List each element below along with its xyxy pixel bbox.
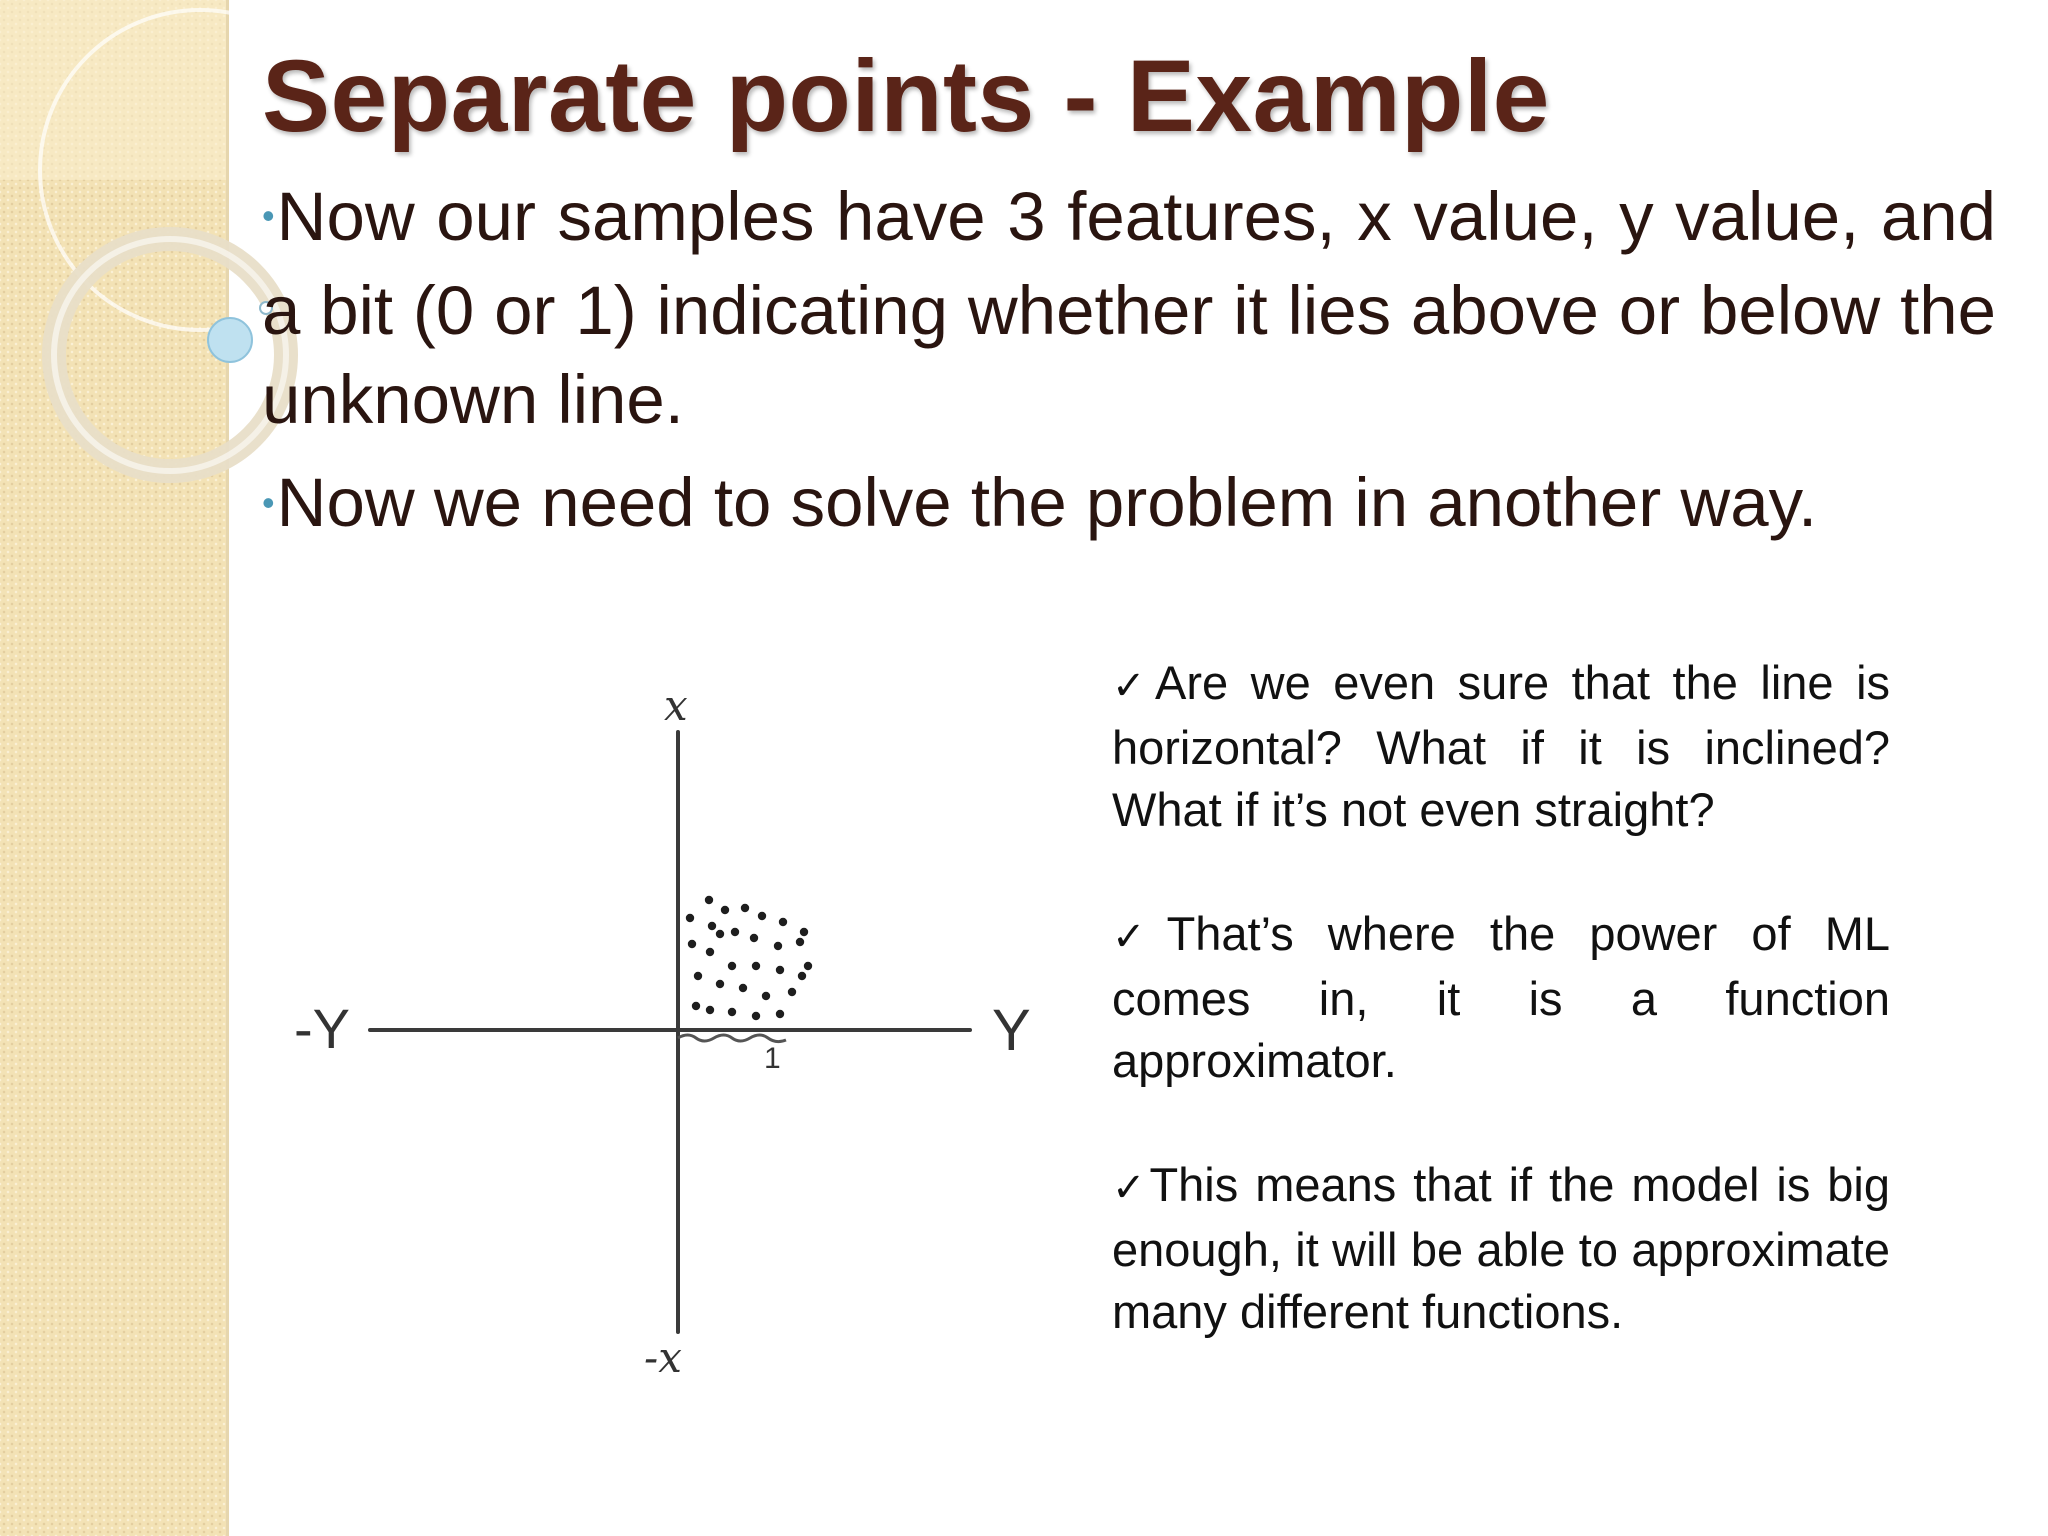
note-item bbox=[1112, 903, 1890, 1092]
sample-point bbox=[705, 896, 713, 904]
sample-point bbox=[752, 1012, 760, 1020]
bullet-text: Now our samples have 3 features, x value, y value, and a bit (0 or 1) indicating whether it lies above or below the unknown line. bbox=[262, 178, 1996, 439]
sample-point bbox=[762, 992, 770, 1000]
sample-point bbox=[750, 934, 758, 942]
bullet-dot-icon: • bbox=[262, 195, 275, 237]
note-text: This means that if the model is big enough, it will be able to approximate many different functions. bbox=[1112, 1158, 1891, 1338]
sample-point bbox=[721, 906, 729, 914]
checkmark-icon: ✓ bbox=[1112, 663, 1155, 709]
bullet-item bbox=[262, 172, 1996, 444]
sample-point bbox=[788, 988, 796, 996]
sample-point bbox=[692, 1002, 700, 1010]
bullet-item bbox=[262, 458, 1996, 552]
bullet-dot-icon: • bbox=[262, 481, 275, 523]
hand-drawn-axes-sketch bbox=[280, 670, 1060, 1390]
sample-point bbox=[800, 928, 808, 936]
note-item bbox=[1112, 652, 1890, 841]
sample-point bbox=[706, 1006, 714, 1014]
notes-panel bbox=[1112, 652, 1890, 1405]
sample-point bbox=[716, 980, 724, 988]
axis-label-right: Y bbox=[992, 998, 1031, 1063]
axis-label-left: -Y bbox=[294, 997, 350, 1060]
sample-point bbox=[776, 1010, 784, 1018]
sample-point bbox=[731, 928, 739, 936]
tick-label-one: 1 bbox=[764, 1042, 781, 1075]
sample-point bbox=[716, 930, 724, 938]
slide-title: Separate points - Example bbox=[262, 39, 1550, 153]
checkmark-icon: ✓ bbox=[1112, 914, 1167, 960]
wavy-boundary-line bbox=[678, 1035, 786, 1042]
sample-point bbox=[694, 972, 702, 980]
sample-point bbox=[688, 940, 696, 948]
medium-ring-highlight bbox=[54, 239, 286, 471]
sample-point bbox=[686, 914, 694, 922]
sample-point bbox=[739, 984, 747, 992]
sample-point bbox=[798, 972, 806, 980]
sample-point bbox=[728, 1008, 736, 1016]
axis-label-bottom: -x bbox=[644, 1333, 682, 1382]
axis-label-top: x bbox=[664, 681, 688, 730]
sample-point bbox=[758, 912, 766, 920]
sample-point bbox=[708, 922, 716, 930]
sample-point bbox=[706, 948, 714, 956]
note-item bbox=[1112, 1154, 1890, 1343]
checkmark-icon: ✓ bbox=[1112, 1165, 1150, 1211]
note-text: Are we even sure that the line is horizontal? What if it is inclined? What if it’s not even straight? bbox=[1112, 656, 1891, 836]
sample-points bbox=[686, 896, 812, 1020]
note-text: That’s where the power of ML comes in, it is a function approximator. bbox=[1112, 907, 1891, 1087]
sample-point bbox=[728, 962, 736, 970]
bullet-text: Now we need to solve the problem in another way. bbox=[276, 464, 1818, 542]
sample-point bbox=[774, 942, 782, 950]
sample-point bbox=[741, 904, 749, 912]
blue-bead-icon bbox=[208, 318, 252, 362]
sample-point bbox=[804, 962, 812, 970]
sample-point bbox=[776, 966, 784, 974]
bullet-list bbox=[262, 172, 1996, 567]
sample-point bbox=[796, 938, 804, 946]
sample-point bbox=[752, 962, 760, 970]
sample-point bbox=[779, 918, 787, 926]
